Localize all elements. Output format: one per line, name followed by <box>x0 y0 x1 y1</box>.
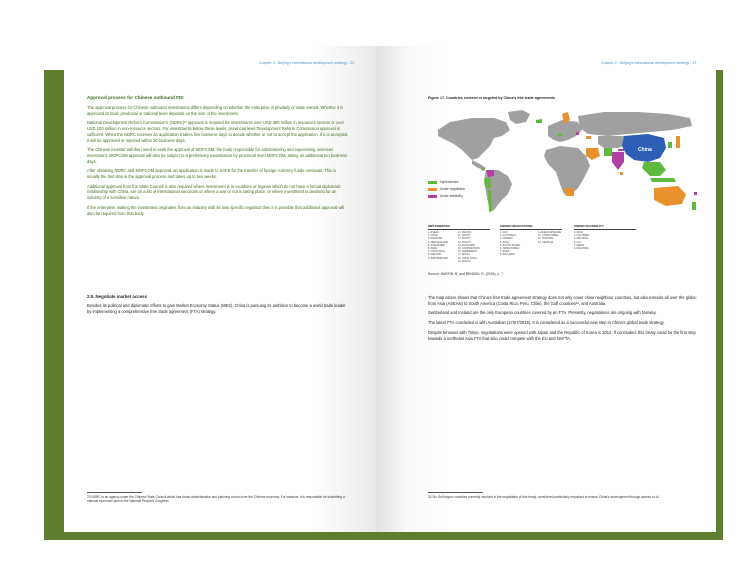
table-cell: 8. SRI LANKA <box>500 253 516 257</box>
table-cell: 11. SOUTH <box>458 234 471 238</box>
running-header: Chapter 2 - Beijing's international development strategy - 22 <box>259 61 355 65</box>
table-cell: 18. HONG KONG <box>458 256 477 260</box>
new-zealand <box>692 202 696 210</box>
greenland <box>508 110 530 124</box>
table-cell: 13. SOUTH <box>458 240 471 244</box>
table-header-negotiation: UNDER NEGOCIATION <box>500 224 562 230</box>
georgia <box>586 136 591 139</box>
table-cell: 2. CHILE <box>428 234 438 238</box>
table-cell: 4. NEW ZEALAND <box>428 240 448 244</box>
table-cell: 14. ECONOMIC <box>458 243 476 247</box>
table-header-implemented: IMPLEMENTED <box>428 224 490 230</box>
south-korea <box>668 142 672 148</box>
sri-lanka <box>620 172 623 175</box>
north-america <box>438 118 510 160</box>
table-column <box>574 231 589 250</box>
japan <box>676 136 680 148</box>
moldova <box>576 132 579 135</box>
table-cell: 9. SWITZERLAND <box>428 256 448 260</box>
table-cell: 16. AGREEMENT <box>458 250 477 254</box>
table-cell: 7. RCEP <box>500 250 510 254</box>
table-cell: 10. PACIFIC <box>458 231 472 234</box>
left-page <box>64 46 376 532</box>
fiji <box>694 192 697 195</box>
footnote <box>87 492 349 503</box>
figure-source: Source: BARFIN, B. and BENDINI, R. (2016), p. 7. <box>428 272 504 276</box>
legend-item: Under feasibility <box>428 194 465 198</box>
table-cell: 3. NORWAY <box>500 237 514 241</box>
paragraph: The latest FTA concluded is with Australian (17/07/2015). It is considered as a successful new step in China's global trade strategy. <box>428 320 665 326</box>
approval-process-text <box>87 95 349 220</box>
table-cell: 10. CHINA-KOREA <box>538 234 559 238</box>
paragraph: Despite tensions with Tokyo, negotiations were opened with Japan and the Republic of Korea in 2012. If concluded, this treaty could be the first step towards a northeast Asia FTA that also could compete with the EU and NAFTA. <box>428 329 696 341</box>
table-cell: 12. GEORGIA <box>538 240 554 244</box>
paragraph: If the enterprise making the investment originates from an industry with its own specific regulator then it is possible that additional approval will also be required from that body. <box>87 204 345 216</box>
russia <box>578 112 692 136</box>
section-heading: Approval process for Chinese outbound FDI <box>87 95 184 100</box>
nepal <box>618 149 624 151</box>
table-cell: 12. SOUTH <box>458 237 471 241</box>
table-cell: 6. JAPAN-KOREA <box>500 247 520 251</box>
table-cell: 3. PAKISTAN <box>428 237 443 241</box>
iceland <box>536 119 542 123</box>
table-cell: 2. COLOMBIA <box>574 234 590 238</box>
table-cell: 1. INDIA <box>574 231 584 234</box>
paragraph: National Development Reform Commission's (NDRC)²³ approval is required for investments over USD 300 million in resources sectors or over USD 100 million in non-resource sectors. For investments below these levels, provincial level Development Reform Commission approval is sufficient. When the NDRC receives an application it takes five business days to decide whether or not to accept the application. If it is accepted, it will be approved or rejected within 20 business days. <box>87 120 349 143</box>
asean <box>642 162 666 176</box>
footnote-text: 24 Six Gulf region countries currently involved in the negotiation of this treaty, considered particularly important to ensure China's development through access to oil. <box>428 495 660 499</box>
paragraph: After obtaining NDRC and MOFCOM approval, an application is made to SAFE for the transfer of foreign currency funds overseas. This is usually the last step in the approval process and takes up to two weeks. <box>87 168 337 180</box>
table-cell: 5. NEPAL <box>574 243 585 247</box>
table-cell: 4. SACU <box>500 240 510 244</box>
table-cell: 11. PAKISTAN <box>538 237 554 241</box>
table-cell: 3. MOLDOVA <box>574 237 589 241</box>
table-cell: 19. MACAU <box>458 259 471 263</box>
paragraph: Additional approval from the State Council is also required where investment is in countries or regions which do not have a formal diplomatic relationship with China, are on a list of international sanctions or where a war or riot is taking place, or where investment is destined for an industry of a sensitive nature. <box>87 183 341 201</box>
australia <box>654 186 686 206</box>
sacu <box>564 188 574 196</box>
footnote <box>428 492 690 499</box>
table-cell: 2. AUSTRALIA <box>500 234 516 238</box>
table-cell: 17. (ECFA) <box>458 253 470 257</box>
table-column <box>538 231 561 244</box>
table-cell: 1. ASEAN <box>428 231 439 234</box>
world-map <box>428 106 704 218</box>
table-cell: 8. ICELAND <box>428 253 442 257</box>
footnote-text: 23 NDRC is an agency under the Chinese State Council which has broad administrative and planning control over the Chinese economy. For instance, it is responsible for submitting a national economic plan to the National People's Congress. <box>87 495 345 504</box>
paragraph: The approval process for Chinese outbound investments differs depending on whether the enterprise is privately or state owned. Whether it is approved at local, provincial or national level depends on the size of the investment. <box>87 105 344 116</box>
table-cell: 9. ASEAN UPGRADE <box>538 231 562 234</box>
table-cell: 1. GCC <box>500 231 508 234</box>
section-title: 2.5. Negotiate market access <box>87 294 148 299</box>
table-header-feasibility: UNDER FEASIBILITY <box>574 224 636 230</box>
table-cell: 6. PERU <box>428 247 438 251</box>
paragraph: The map above shows that China's free trade agreement strategy does not only cover close neighbour countries, but also extends all over the globe: from Asia (ASEAN) to South America (Costa Rica, Peru, Chile), the Gulf countries²⁴, and Australia. <box>428 295 697 306</box>
table-cell: 4. FIJI <box>574 240 581 244</box>
switzerland <box>558 134 562 136</box>
paragraph: The Chinese investor will then need to seek the approval of MOFCOM, the body responsible for administering and supervising overseas investment. MOFCOM approval will also be subject to a preliminary examination by provincial level MOFCOM, taking an additional ten business days. <box>87 147 348 164</box>
map-legend <box>428 180 465 201</box>
figure-title: Figure 17. Countries covered or targeted by China's free trade agreements <box>428 96 555 100</box>
legend-item: Under negotiation <box>428 187 465 191</box>
gulf-countries <box>586 148 600 160</box>
table-cell: 15. COOPERATION <box>458 247 480 251</box>
legend-item: Implemented <box>428 180 465 184</box>
market-access-section <box>87 294 349 314</box>
central-america <box>472 160 486 170</box>
table-column <box>458 231 479 263</box>
paragraph: Besides its political and diplomatic efforts to gain Market Economy Status (MES), China is pursuing its ambition to become a world trade leader by implementing a comprehensive free trade agreement (FTA) strategy. <box>87 303 346 314</box>
paragraph: Switzerland and Iceland are the only European countries covered by an FTA. Presently, negotiations are ongoing with Norway. <box>428 310 657 316</box>
pakistan <box>604 148 612 156</box>
right-page <box>376 46 716 532</box>
table-cell: 6. MALDIVES <box>574 247 589 251</box>
table-cell: 5. SOUTH KOREA <box>500 243 521 247</box>
indonesia <box>650 178 676 182</box>
table-cell: 7. COSTA RICA <box>428 250 445 254</box>
table-cell: 5. SINGAPORE <box>428 243 445 247</box>
india <box>612 152 624 170</box>
fta-text <box>428 295 704 345</box>
running-header: Chapter 2 - Beijing's international development strategy - 23 <box>601 61 697 65</box>
fta-country-table <box>428 224 704 270</box>
table-column <box>428 231 448 260</box>
table-column <box>500 231 520 257</box>
china-label: China <box>638 147 652 153</box>
